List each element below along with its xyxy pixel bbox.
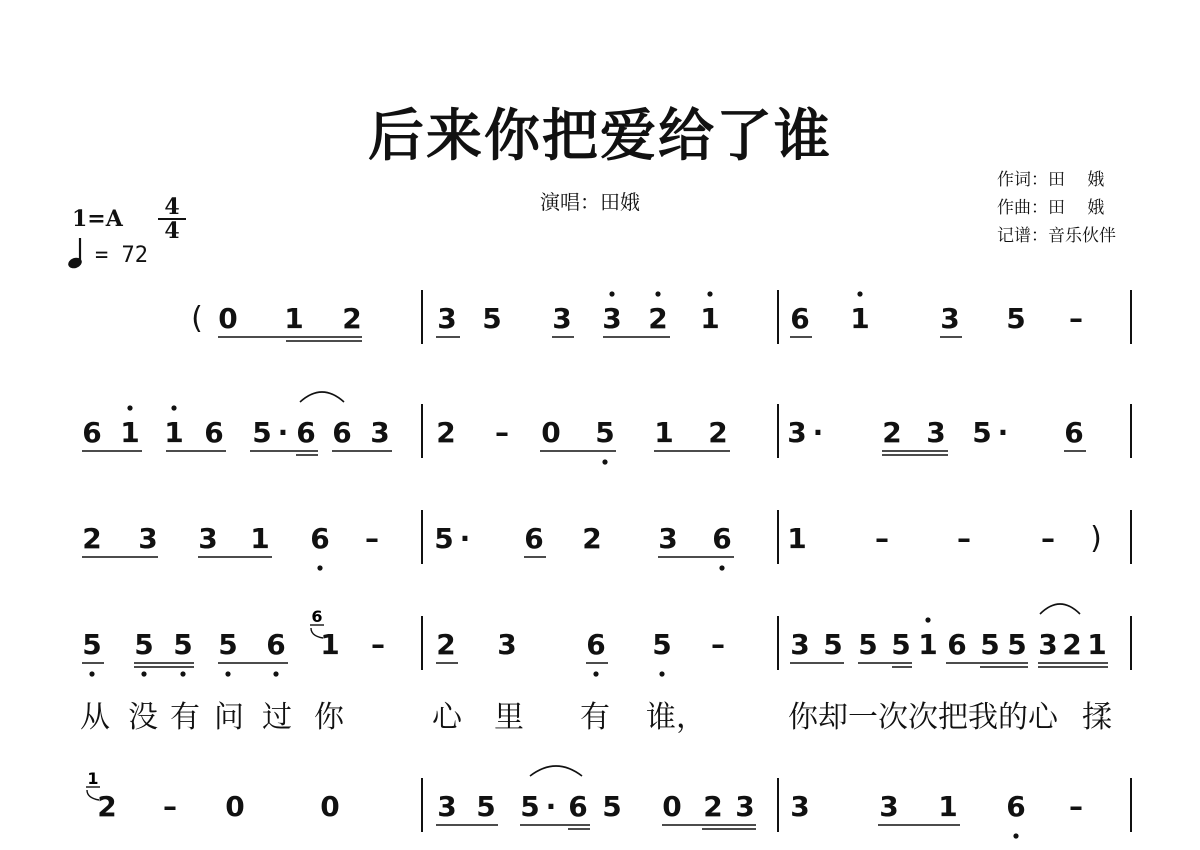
lyric-word: 从: [80, 700, 110, 735]
note: 1: [850, 302, 870, 335]
note: 5: [858, 628, 878, 661]
lyric-word: 里: [494, 700, 524, 735]
note: 1: [787, 522, 807, 555]
octave-down-dot: [180, 671, 185, 676]
lyric-word: 谁，: [646, 700, 706, 735]
note: 2: [708, 416, 728, 449]
performer-credit: 演唱：田娥: [540, 190, 640, 214]
dotted-note: ·: [812, 416, 824, 449]
time-signature-bottom: 4: [164, 218, 180, 244]
note: 1: [1087, 628, 1107, 661]
grace-note: 1: [87, 769, 99, 788]
note: 5: [823, 628, 843, 661]
note: 1: [918, 628, 938, 661]
lyric-word: 没: [128, 700, 158, 735]
octave-up-dot: [655, 291, 660, 296]
song-title: 后来你把爱给了谁: [368, 103, 832, 169]
note: –: [1041, 522, 1055, 555]
note: 6: [947, 628, 967, 661]
note: 5: [476, 790, 496, 823]
octave-up-dot: [857, 291, 862, 296]
octave-down-dot: [1013, 833, 1018, 838]
note: 0: [320, 790, 340, 823]
note: –: [371, 628, 385, 661]
note: 5: [218, 628, 238, 661]
notes-layer: [82, 291, 1106, 838]
note: 3: [497, 628, 517, 661]
repeat-paren: ): [1090, 521, 1102, 556]
dotted-note: ·: [545, 790, 557, 823]
note: 1: [250, 522, 270, 555]
octave-up-dot: [127, 405, 132, 410]
note: 3: [926, 416, 946, 449]
note: 3: [437, 790, 457, 823]
note: 3: [735, 790, 755, 823]
dotted-note: ·: [459, 522, 471, 555]
note: 5: [134, 628, 154, 661]
note: 1: [320, 628, 340, 661]
note: 0: [541, 416, 561, 449]
note: 3: [1038, 628, 1058, 661]
note: 1: [700, 302, 720, 335]
octave-down-dot: [602, 459, 607, 464]
note: 6: [82, 416, 102, 449]
octave-up-dot: [707, 291, 712, 296]
octave-down-dot: [659, 671, 664, 676]
note: 3: [602, 302, 622, 335]
lyric-word: 你却一次次把我的心: [788, 700, 1058, 735]
octave-up-dot: [171, 405, 176, 410]
note: 3: [370, 416, 390, 449]
rhythm-beams: [82, 337, 1108, 829]
note: 5: [652, 628, 672, 661]
note: 2: [436, 628, 456, 661]
note: 2: [97, 790, 117, 823]
note: 5: [173, 628, 193, 661]
octave-down-dot: [593, 671, 598, 676]
note: 6: [712, 522, 732, 555]
note: –: [711, 628, 725, 661]
note: 1: [654, 416, 674, 449]
note: 1: [938, 790, 958, 823]
note: 5: [482, 302, 502, 335]
note: 3: [790, 790, 810, 823]
note: 0: [218, 302, 238, 335]
note: 6: [790, 302, 810, 335]
note: 1: [164, 416, 184, 449]
note: 3: [940, 302, 960, 335]
note: 2: [882, 416, 902, 449]
note: –: [365, 522, 379, 555]
note: 2: [648, 302, 668, 335]
note: –: [495, 416, 509, 449]
note: 2: [82, 522, 102, 555]
note: 3: [879, 790, 899, 823]
octave-down-dot: [141, 671, 146, 676]
tempo-value: = 72: [95, 243, 148, 268]
octave-down-dot: [317, 565, 322, 570]
note: 5: [602, 790, 622, 823]
slur: [1040, 604, 1080, 614]
note: 5: [1006, 302, 1026, 335]
note: 5: [520, 790, 540, 823]
note: –: [875, 522, 889, 555]
note: 5: [252, 416, 272, 449]
note: 6: [1064, 416, 1084, 449]
dotted-note: ·: [277, 416, 289, 449]
note: 6: [586, 628, 606, 661]
note: 6: [524, 522, 544, 555]
octave-up-dot: [925, 617, 930, 622]
note: 5: [434, 522, 454, 555]
octave-down-dot: [89, 671, 94, 676]
composer-credit: 作曲：田 娥: [997, 198, 1105, 218]
note: 5: [82, 628, 102, 661]
octave-down-dot: [719, 565, 724, 570]
note: 0: [662, 790, 682, 823]
lyric-word: 有: [170, 700, 200, 735]
note: 5: [595, 416, 615, 449]
lyric-word: 问: [214, 700, 244, 735]
note: –: [957, 522, 971, 555]
lyric-word: 揉: [1082, 700, 1112, 735]
note: –: [163, 790, 177, 823]
transcriber-credit: 记谱：音乐伙伴: [997, 226, 1116, 246]
note: 3: [787, 416, 807, 449]
octave-down-dot: [225, 671, 230, 676]
note: 6: [204, 416, 224, 449]
note: 3: [790, 628, 810, 661]
note: 2: [1062, 628, 1082, 661]
note: 6: [1006, 790, 1026, 823]
note: –: [1069, 790, 1083, 823]
lyric-word: 你: [314, 700, 344, 735]
time-signature-top: 4: [158, 196, 186, 220]
note: 6: [266, 628, 286, 661]
note: 2: [703, 790, 723, 823]
repeat-paren: (: [191, 301, 203, 336]
slur: [530, 766, 582, 776]
slur: [300, 392, 344, 402]
lyric-word: 心: [432, 700, 462, 735]
note: 3: [138, 522, 158, 555]
note: 2: [342, 302, 362, 335]
key-signature: 1=A: [72, 206, 123, 232]
note: 5: [980, 628, 1000, 661]
note: 5: [972, 416, 992, 449]
dotted-note: ·: [997, 416, 1009, 449]
barlines: [422, 290, 1131, 832]
lyric-word: 有: [580, 700, 610, 735]
grace-note: 6: [311, 607, 323, 626]
note: 6: [568, 790, 588, 823]
lyric-word: 过: [262, 700, 292, 735]
note: 6: [310, 522, 330, 555]
octave-down-dot: [273, 671, 278, 676]
note: 6: [332, 416, 352, 449]
note: –: [1069, 302, 1083, 335]
octave-up-dot: [609, 291, 614, 296]
note: 1: [284, 302, 304, 335]
note: 5: [891, 628, 911, 661]
note: 5: [1007, 628, 1027, 661]
lyricist-credit: 作词：田 娥: [997, 170, 1105, 190]
note: 3: [552, 302, 572, 335]
note: 0: [225, 790, 245, 823]
note: 6: [296, 416, 316, 449]
note: 2: [582, 522, 602, 555]
note: 1: [120, 416, 140, 449]
note: 3: [198, 522, 218, 555]
note: 3: [437, 302, 457, 335]
note: 3: [658, 522, 678, 555]
note: 2: [436, 416, 456, 449]
